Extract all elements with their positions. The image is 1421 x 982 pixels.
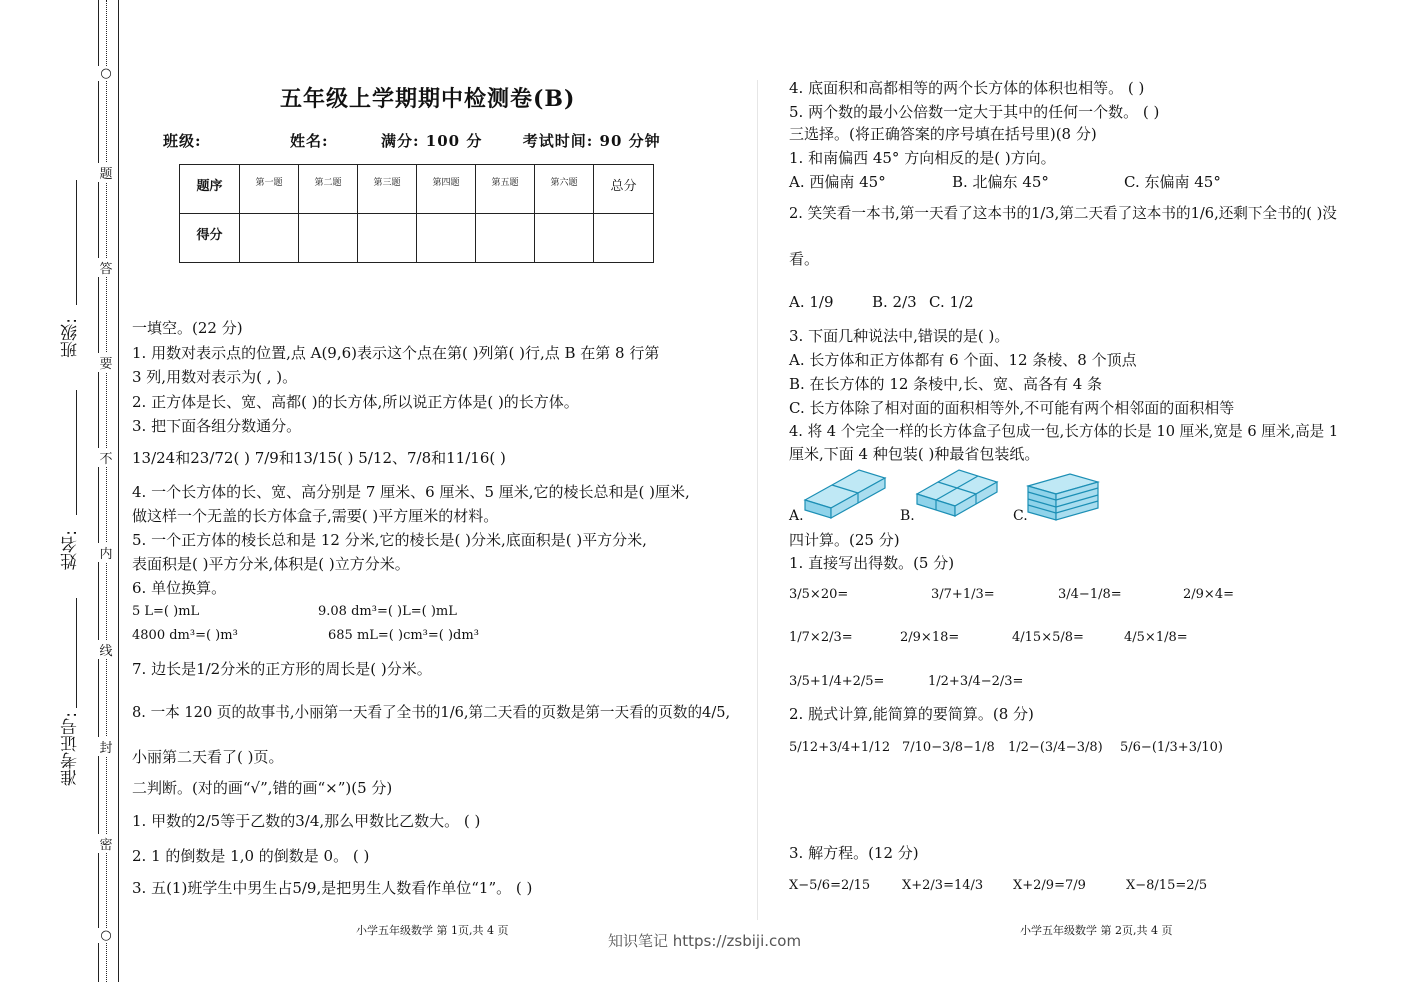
calc-item: 3/5×20=	[789, 587, 849, 602]
question-text: 1. 用数对表示点的位置,点 A(9,6)表示这个点在第( )列第( )行,点 B 在第 8 行第	[132, 344, 660, 362]
class-label: 班级:	[163, 132, 202, 150]
table-cell: 第三题	[358, 165, 417, 214]
class-field-label: 班级:	[61, 318, 81, 358]
calc-item: X+2/9=7/9	[1013, 878, 1086, 893]
box-package-a-icon	[803, 466, 887, 522]
question-text: 3. 解方程。(12 分)	[789, 844, 919, 862]
question-text: 3 列,用数对表示为( , )。	[132, 368, 298, 386]
binding-line-inner	[118, 0, 119, 982]
calc-item: 3/7+1/3=	[931, 587, 995, 602]
option-text: B. 在长方体的 12 条棱中,长、宽、高各有 4 条	[789, 375, 1103, 393]
option-text: C. 1/2	[929, 293, 974, 311]
question-text: 1. 直接写出得数。(5 分)	[789, 554, 955, 572]
question-text: 1. 甲数的2/5等于乙数的3/4,那么甲数比乙数大。 ( )	[132, 812, 481, 830]
class-field-line[interactable]	[76, 180, 77, 305]
question-text: 3. 五(1)班学生中男生占5/9,是把男生人数看作单位“1”。 ( )	[132, 879, 533, 897]
question-text: 5 L=( )mL	[132, 604, 200, 619]
question-text: 厘米,下面 4 种包装( )种最省包装纸。	[789, 445, 1040, 463]
section-title: 四计算。(25 分)	[789, 531, 900, 549]
calc-item: 7/10−3/8−1/8	[902, 740, 995, 755]
binding-mark: 内	[98, 543, 114, 562]
binding-mark: 题	[98, 163, 114, 182]
question-text: 4. 底面积和高都相等的两个长方体的体积也相等。 ( )	[789, 79, 1145, 97]
question-text: 7. 边长是1/2分米的正方形的周长是( )分米。	[132, 660, 432, 678]
calc-item: X−8/15=2/5	[1126, 878, 1208, 893]
table-cell: 第一题	[240, 165, 299, 214]
question-text: 1. 和南偏西 45° 方向相反的是( )方向。	[789, 149, 1056, 167]
question-text: 3. 把下面各组分数通分。	[132, 417, 302, 435]
id-field-line[interactable]	[76, 598, 77, 708]
binding-mark: 线	[98, 640, 114, 659]
full-score-label: 满分: 100 分	[381, 132, 483, 150]
exam-header	[163, 130, 661, 151]
question-text: 2. 笑笑看一本书,第一天看了这本书的1/3,第二天看了这本书的1/6,还剩下全书的( )没	[789, 205, 1337, 222]
score-input-cell[interactable]	[358, 214, 417, 263]
box-package-b-icon	[915, 466, 999, 522]
binding-mark: 要	[98, 353, 114, 372]
score-table	[179, 164, 654, 263]
score-input-cell[interactable]	[476, 214, 535, 263]
table-row	[180, 165, 654, 214]
calc-item: 5/12+3/4+1/12	[789, 740, 891, 755]
section-title: 三选择。(将正确答案的序号填在括号里)(8 分)	[789, 125, 1097, 143]
calc-item: 5/6−(1/3+3/10)	[1120, 740, 1223, 755]
binding-mark: ○	[98, 66, 114, 81]
option-text: C. 长方体除了相对面的面积相等外,不可能有两个相邻面的面积相等	[789, 399, 1235, 417]
option-text: A.	[789, 508, 804, 524]
calc-item: 2/9×18=	[900, 630, 960, 645]
table-cell: 第六题	[535, 165, 594, 214]
question-text: 13/24和23/72( ) 7/9和13/15( ) 5/12、7/8和11/16( )	[132, 449, 506, 467]
exam-title: 五年级上学期期中检测卷(B)	[280, 86, 576, 112]
table-cell: 第四题	[417, 165, 476, 214]
table-cell: 题序	[180, 165, 240, 214]
binding-mark: ○	[98, 928, 114, 943]
option-text: A. 西偏南 45°	[789, 173, 886, 191]
question-text: 4. 将 4 个完全一样的长方体盒子包成一包,长方体的长是 10 厘米,宽是 6 厘米,高是 1	[789, 423, 1339, 440]
page-footer: 小学五年级数学 第 2页,共 4 页	[1020, 924, 1173, 937]
score-input-cell[interactable]	[535, 214, 594, 263]
question-text: 5. 两个数的最小公倍数一定大于其中的任何一个数。 ( )	[789, 103, 1160, 121]
score-input-cell[interactable]	[299, 214, 358, 263]
question-text: 9.08 dm³=( )L=( )mL	[318, 604, 457, 619]
option-text: B. 北偏东 45°	[952, 173, 1049, 191]
watermark: 知识笔记 https://zsbiji.com	[608, 932, 802, 950]
page-divider	[757, 80, 758, 920]
score-input-cell[interactable]	[417, 214, 476, 263]
name-field-label: 姓名:	[61, 530, 81, 570]
option-text: B.	[900, 508, 915, 524]
calc-item: 3/5+1/4+2/5=	[789, 674, 885, 689]
question-text: 4. 一个长方体的长、宽、高分别是 7 厘米、6 厘米、5 厘米,它的棱长总和是( )厘米,	[132, 483, 690, 501]
table-cell: 总分	[594, 165, 654, 214]
box-package-c-icon	[1026, 472, 1100, 522]
binding-mark: 答	[98, 258, 114, 277]
question-text: 4800 dm³=( )m³	[132, 628, 238, 643]
question-text: 2. 正方体是长、宽、高都( )的长方体,所以说正方体是( )的长方体。	[132, 393, 579, 411]
question-text: 8. 一本 120 页的故事书,小丽第一天看了全书的1/6,第二天看的页数是第一天看的页数的4/5,	[132, 704, 731, 721]
calc-item: 2/9×4=	[1183, 587, 1234, 602]
calc-item: X−5/6=2/15	[789, 878, 871, 893]
option-text: A. 1/9	[789, 293, 834, 311]
question-text: 5. 一个正方体的棱长总和是 12 分米,它的棱长是( )分米,底面积是( )平方分米,	[132, 531, 647, 549]
calc-item: 4/15×5/8=	[1012, 630, 1084, 645]
exam-time-label: 考试时间: 90 分钟	[522, 132, 661, 150]
calc-item: 1/7×2/3=	[789, 630, 853, 645]
binding-mark: 不	[98, 448, 114, 467]
question-text: 2. 脱式计算,能简算的要简算。(8 分)	[789, 705, 1034, 723]
section-title: 二判断。(对的画“√”,错的画“×”)(5 分)	[132, 779, 393, 797]
calc-item: 1/2+3/4−2/3=	[928, 674, 1024, 689]
binding-mark: 密	[98, 834, 114, 853]
option-text: A. 长方体和正方体都有 6 个面、12 条棱、8 个顶点	[789, 351, 1137, 369]
question-text: 看。	[789, 250, 820, 268]
option-text: B. 2/3	[872, 293, 917, 311]
option-text: C. 东偏南 45°	[1124, 173, 1221, 191]
score-input-cell[interactable]	[594, 214, 654, 263]
id-field-label: 准考证号:	[61, 712, 81, 786]
question-text: 小丽第二天看了( )页。	[132, 748, 284, 766]
table-cell: 第五题	[476, 165, 535, 214]
table-cell: 得分	[180, 214, 240, 263]
calc-item: 3/4−1/8=	[1058, 587, 1122, 602]
calc-item: X+2/3=14/3	[902, 878, 984, 893]
calc-item: 1/2−(3/4−3/8)	[1008, 740, 1103, 755]
name-label: 姓名:	[290, 132, 329, 150]
question-text: 3. 下面几种说法中,错误的是( )。	[789, 327, 1010, 345]
table-cell: 第二题	[299, 165, 358, 214]
name-field-line[interactable]	[76, 390, 77, 515]
table-row	[180, 214, 654, 263]
section-title: 一填空。(22 分)	[132, 319, 243, 337]
binding-mark: 封	[98, 737, 114, 756]
question-text: 6. 单位换算。	[132, 579, 227, 597]
question-text: 685 mL=( )cm³=( )dm³	[328, 628, 479, 643]
question-text: 做这样一个无盖的长方体盒子,需要( )平方厘米的材料。	[132, 507, 499, 525]
question-text: 表面积是( )平方分米,体积是( )立方分米。	[132, 555, 410, 573]
question-text: 2. 1 的倒数是 1,0 的倒数是 0。 ( )	[132, 847, 370, 865]
calc-item: 4/5×1/8=	[1124, 630, 1188, 645]
score-input-cell[interactable]	[240, 214, 299, 263]
option-text: C.	[1013, 508, 1028, 524]
page-footer: 小学五年级数学 第 1页,共 4 页	[356, 924, 509, 937]
